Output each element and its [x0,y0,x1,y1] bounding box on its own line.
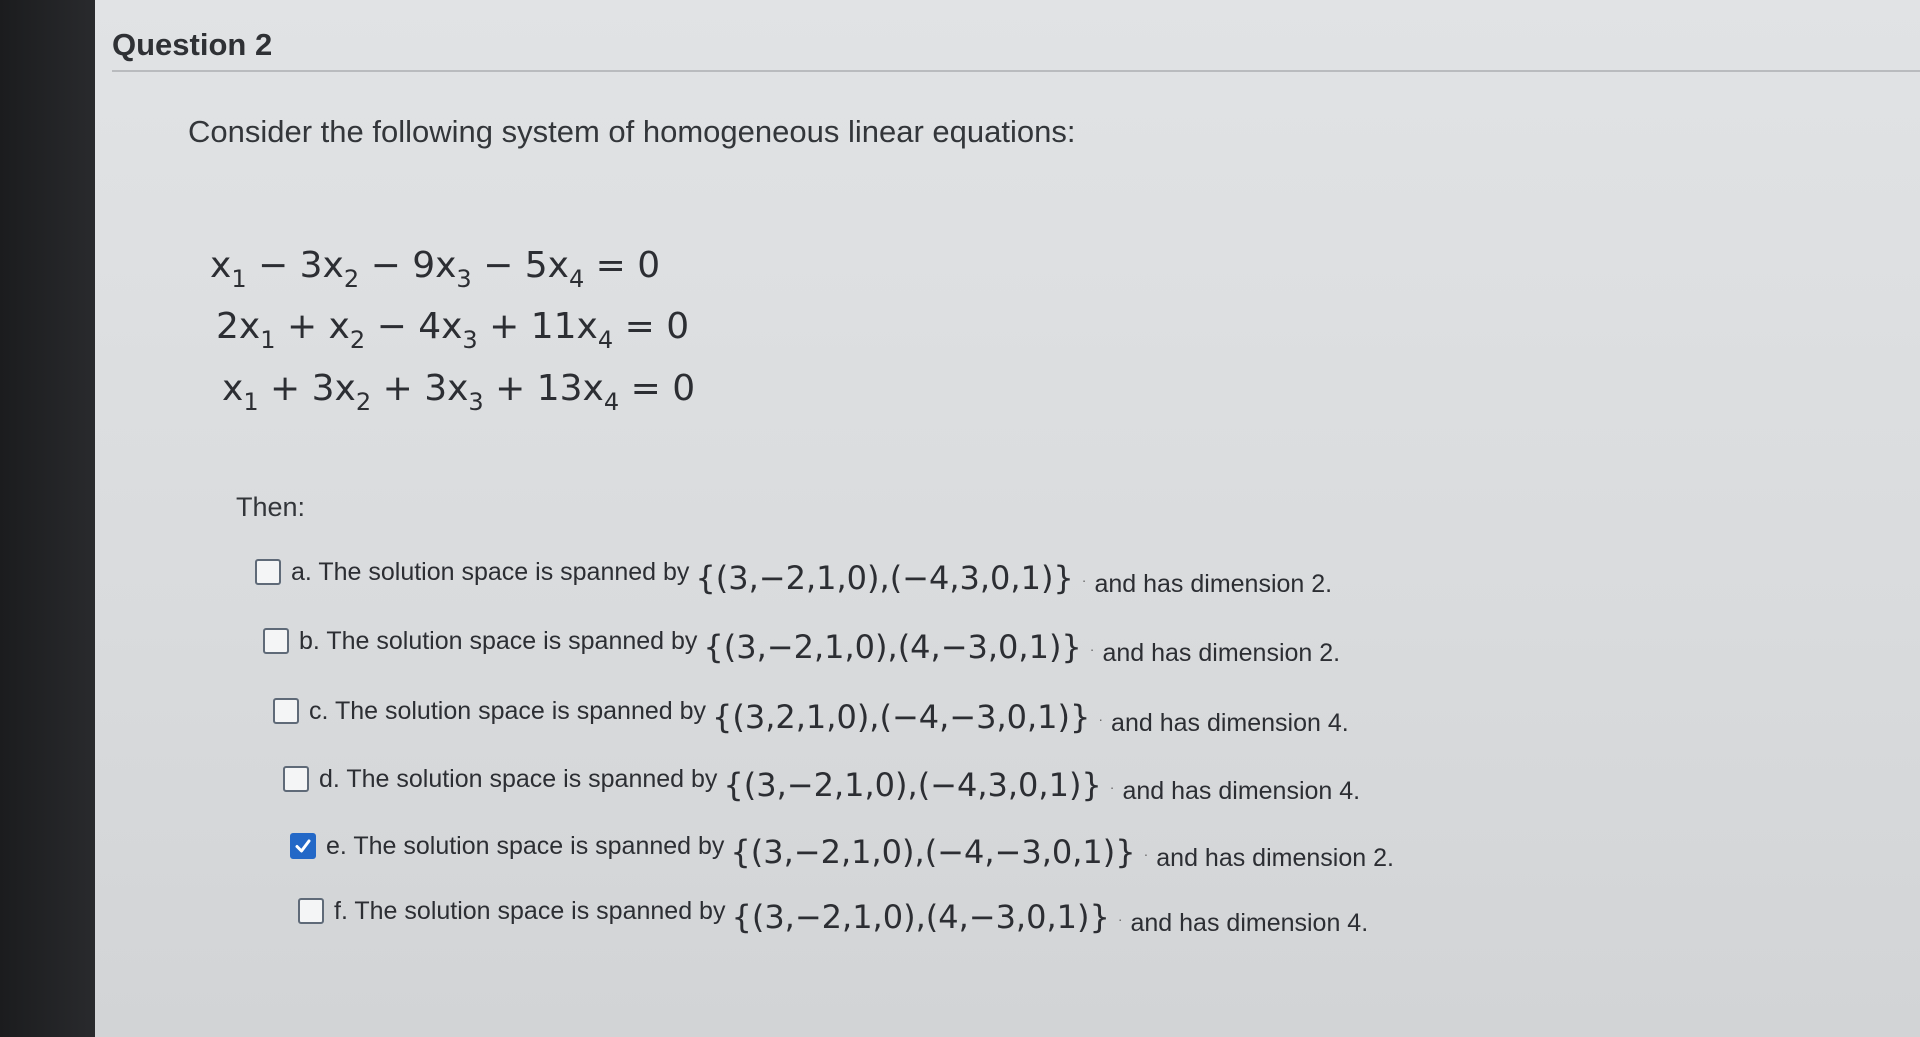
equation-3: $x_1 + 3x_2 + 3x_3 + 13x_4 = 0$ [222,368,696,416]
option-d[interactable]: d. The solution space is spanned by {(3,−2,1,0),(−4,3,0,1)} · and has dimension 4. [283,760,1360,798]
option-f-set: {(3,−2,1,0),(4,−3,0,1)} [731,898,1110,936]
equation-2: $2x_1 + x_2 - 4x_3 + 11x_4 = 0$ [216,306,690,354]
checkbox-icon[interactable] [290,833,316,859]
checkbox-icon[interactable] [255,559,281,585]
question-header [112,25,1920,72]
option-e-set: {(3,−2,1,0),(−4,−3,0,1)} [730,833,1136,871]
option-d-suffix: and has dimension 4. [1122,776,1361,805]
option-c[interactable]: c. The solution space is spanned by {(3,2,1,0),(−4,−3,0,1)} · and has dimension 4. [273,692,1349,730]
checkbox-icon[interactable] [263,628,289,654]
option-a[interactable]: a. The solution space is spanned by {(3,−2,1,0),(−4,3,0,1)} · and has dimension 2. [255,553,1332,591]
option-b-prefix: b. The solution space is spanned by [299,626,698,655]
option-b-suffix: and has dimension 2. [1102,638,1341,667]
option-c-prefix: c. The solution space is spanned by [309,696,707,725]
option-c-suffix: and has dimension 4. [1111,708,1349,737]
option-f-prefix: f. The solution space is spanned by [334,896,726,925]
option-b-set: {(3,−2,1,0),(4,−3,0,1)} [703,628,1082,666]
checkbox-icon[interactable] [273,698,299,724]
option-a-suffix: and has dimension 2. [1094,569,1333,598]
option-e-suffix: and has dimension 2. [1156,843,1394,872]
option-b[interactable]: b. The solution space is spanned by {(3,−2,1,0),(4,−3,0,1)} · and has dimension 2. [263,622,1340,660]
option-e[interactable]: e. The solution space is spanned by {(3,−2,1,0),(−4,−3,0,1)} · and has dimension 2. [290,827,1394,865]
option-e-prefix: e. The solution space is spanned by [326,831,725,860]
then-label: Then: [236,492,306,522]
option-d-set: {(3,−2,1,0),(−4,3,0,1)} [723,766,1102,804]
option-c-set: {(3,2,1,0),(−4,−3,0,1)} [712,698,1091,736]
question-title: Question 2 [112,27,273,62]
checkmark-icon [294,837,312,855]
checkbox-icon[interactable] [298,898,324,924]
option-d-prefix: d. The solution space is spanned by [319,764,718,793]
question-intro: Consider the following system of homogeneous linear equations: [188,114,1076,149]
equation-1: $x_1 - 3x_2 - 9x_3 - 5x_4 = 0$ [210,245,661,293]
option-f[interactable]: f. The solution space is spanned by {(3,−2,1,0),(4,−3,0,1)} · and has dimension 4. [298,892,1368,930]
screen-area [95,0,1920,1037]
checkbox-icon[interactable] [283,766,309,792]
option-a-prefix: a. The solution space is spanned by [291,557,690,586]
option-f-suffix: and has dimension 4. [1130,908,1369,937]
option-a-set: {(3,−2,1,0),(−4,3,0,1)} [695,559,1074,597]
